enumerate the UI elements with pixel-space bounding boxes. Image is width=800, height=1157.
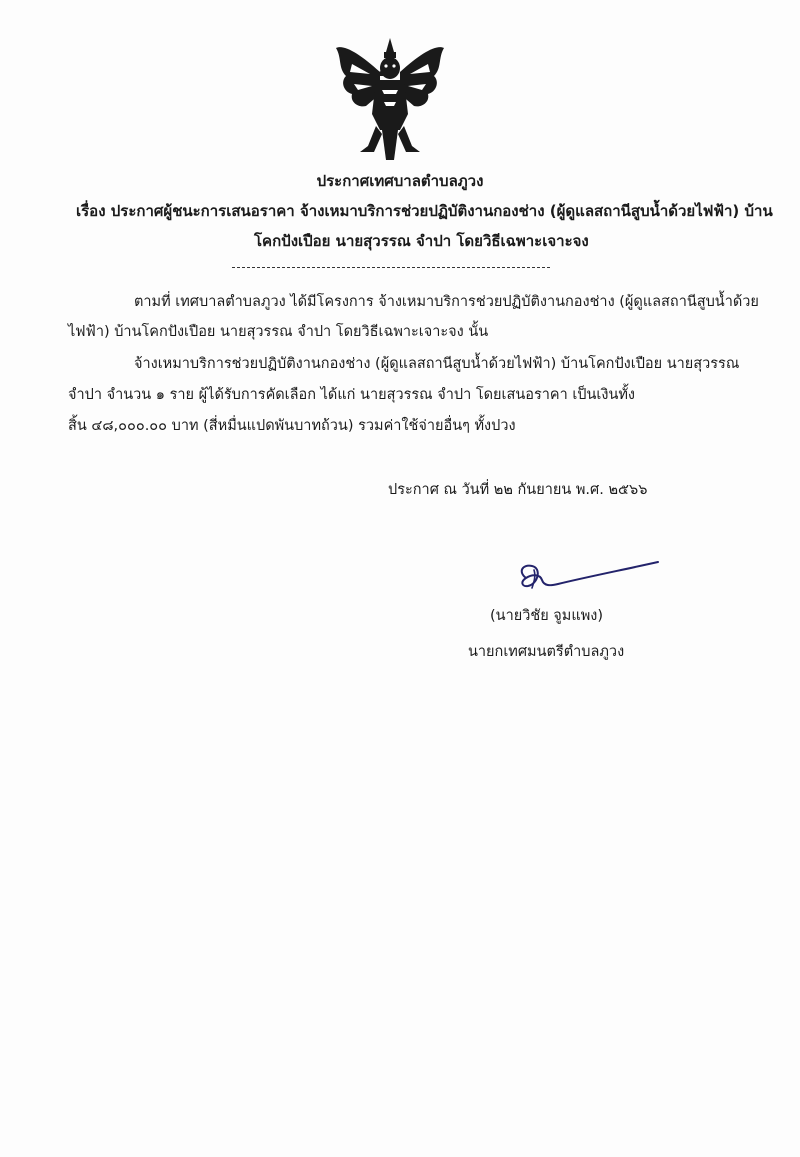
paragraph-2-line-2: จำปา จำนวน ๑ ราย ผู้ได้รับการคัดเลือก ได้แก่ นายสุวรรณ จำปา โดยเสนอราคา เป็นเงินทั้ง [68,387,636,403]
subject-line-2: โคกปังเปือย นายสุวรรณ จำปา โดยวิธีเฉพาะเจาะจง [254,232,589,250]
document-title: ประกาศเทศบาลตำบลภูวง [316,172,484,190]
garuda-emblem-icon [330,34,450,164]
subject-line-1: เรื่อง ประกาศผู้ชนะการเสนอราคา จ้างเหมาบริการช่วยปฏิบัติงานกองช่าง (ผู้ดูแลสถานีสูบน้ำด้วยไฟฟ้า) บ้าน [76,202,773,220]
signer-position: นายกเทศมนตรีตำบลภูวง [468,644,625,660]
announce-date: ประกาศ ณ วันที่ ๒๒ กันยายน พ.ศ. ๒๕๖๖ [388,482,648,498]
divider [232,267,550,268]
paragraph-2-line-1: จ้างเหมาบริการช่วยปฏิบัติงานกองช่าง (ผู้ดูแลสถานีสูบน้ำด้วยไฟฟ้า) บ้านโคกปังเปือย นายสุวรรณ [134,356,740,372]
signature-icon [512,556,662,596]
paragraph-1-line-2: ไฟฟ้า) บ้านโคกปังเปือย นายสุวรรณ จำปา โดยวิธีเฉพาะเจาะจง นั้น [68,324,489,340]
paragraph-1-line-1: ตามที่ เทศบาลตำบลภูวง ได้มีโครงการ จ้างเหมาบริการช่วยปฏิบัติงานกองช่าง (ผู้ดูแลสถานีสูบน้ำด้วย [134,294,759,310]
signer-name: (นายวิชัย จูมแพง) [490,608,603,624]
paragraph-2-line-3: สิ้น ๔๘,๐๐๐.๐๐ บาท (สี่หมื่นแปดพันบาทถ้วน) รวมค่าใช้จ่ายอื่นๆ ทั้งปวง [68,418,516,434]
